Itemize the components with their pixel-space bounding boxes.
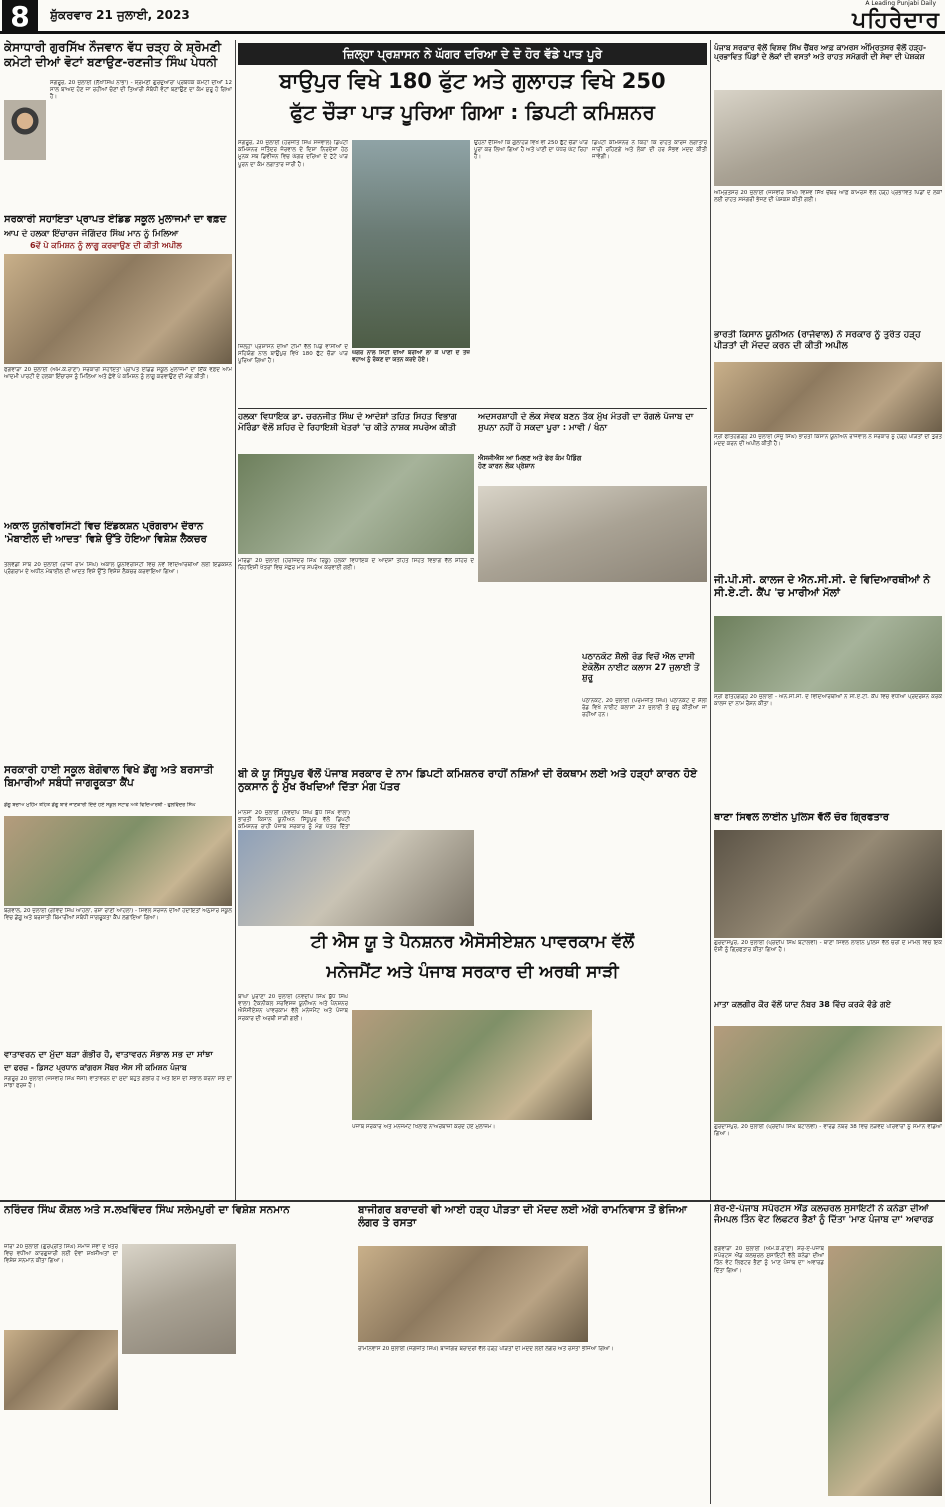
right-police-photo <box>714 830 942 938</box>
bottom-left-headline: ਨਰਿੰਦਰ ਸਿੰਘ ਕੌਸ਼ਲ ਅਤੇ ਸ.ਲਖਵਿੰਦਰ ਸਿੰਘ ਸਲੇਮਪੁਰੀ ਦਾ ਵਿਸ਼ੇਸ਼ ਸਨਮਾਨ <box>4 1204 290 1216</box>
center-main-caption: ਘੱਗਰ ਨਾਲ ਮਿੱਟੀ ਦੀਆਂ ਬੋਰੀਆਂ ਲਾ ਕੇ ਪਾਣੀ ਦੇ ਤੇਜ਼ ਵਹਾਅ ਨੂੰ ਰੋਕਣ ਦਾ ਯਤਨ ਕਰਦੇ ਹੋਏ। <box>352 350 470 364</box>
right-top-body: ਅੰਮ੍ਰਿਤਸਰ 20 ਜੁਲਾਈ (ਜਸਵੀਰ ਸਿੰਘ) ਵਿਸ਼ਵ ਸਿੱਖ ਚੈਂਬਰ ਆਫ਼ ਕਾਮਰਸ ਵੱਲੋਂ ਹੜ੍ਹ ਪ੍ਰਭਾਵਿਤ ਪਿੰਡਾਂ ਦੇ ਲੋਕਾਂ ਲਈ ਰਾਹਤ ਸਮੱਗਰੀ ਭੇਜਣ ਦੀ ਪੇਸ਼ਕਸ਼ ਕੀਤੀ ਗਈ। <box>714 190 942 204</box>
left-bottom-kicker: ਵਾਤਾਵਰਨ ਦਾ ਮੁੱਦਾ ਬੜਾ ਗੰਭੀਰ ਹੈ, ਵਾਤਾਵਰਨ ਸੰਭਾਲ ਸਭ ਦਾ ਸਾਂਝਾ <box>4 1050 213 1060</box>
left-bottom-subhead: ਦਾ ਫਰਜ਼ - ਡਿਸਟ ਪ੍ਰਧਾਨ ਕਾਂਗਰਸ ਮੈਂਬਰ ਐਸ ਸੀ ਕਮਿਸ਼ਨ ਪੰਜਾਬ <box>4 1063 187 1072</box>
center-bku-body: ਮਾਨਸਾ 20 ਜੁਲਾਈ (ਨਵਦੀਪ ਸਿੰਘ ਬੁੱਧ ਸਿੰਘ ਵਾਲਾ) ਭਾਰਤੀ ਕਿਸਾਨ ਯੂਨੀਅਨ ਸਿੱਧੂਪੁਰ ਵੱਲੋਂ ਡਿਪਟੀ ਕਮਿਸ਼ਨਰ ਰਾਹੀਂ ਪੰਜਾਬ ਸਰਕਾਰ ਨੂੰ ਮੰਗ ਪੱਤਰ ਦਿੱਤਾ <box>238 810 350 831</box>
masthead <box>0 0 945 34</box>
right-mata-photo <box>714 1026 942 1122</box>
center-pathankot-body: ਪਠਾਨਕੋਟ, 20 ਜੁਲਾਈ (ਪਰਮਜੀਤ ਸਿੰਘ) ਪਠਾਨਕੋਟ ਦੇ ਸ਼ੈਲੀ ਰੋਡ ਵਿਖੇ ਨਾਈਟ ਕਲਾਸਾਂ 27 ਜੁਲਾਈ ਤੋਂ ਸ਼ੁਰੂ ਕੀਤੀਆਂ ਜਾ ਰਹੀਆਂ ਹਨ। <box>582 698 707 719</box>
right-gpc-body: ਸ੍ਰੀ ਫਤਿਹਗੜ੍ਹ 20 ਜੁਲਾਈ - ਐਨ.ਸੀ.ਸੀ. ਦੇ ਵਿਦਿਆਰਥੀਆਂ ਨੇ ਸੀ.ਏ.ਟੀ. ਕੈਂਪ ਵਿਚ ਵਧੀਆ ਪ੍ਰਦਰਸ਼ਨ ਕਰਕੇ ਕਾਲਜ ਦਾ ਨਾਮ ਰੌਸ਼ਨ ਕੀਤਾ। <box>714 694 942 708</box>
section-divider <box>0 1200 945 1202</box>
brand-logo <box>760 0 940 34</box>
left-univ-headline: ਅਕਾਲ ਯੂਨੀਵਰਸਿਟੀ ਵਿਚ ਇੰਡਕਸ਼ਨ ਪ੍ਰੋਗਰਾਮ ਦੌਰਾਨ 'ਮੋਬਾਈਲ ਦੀ ਆਦਤ' ਵਿਸ਼ੇ ਉੱਤੇ ਹੋਇਆ ਵਿਸ਼ੇਸ਼ ਲੈਕਚਰ <box>4 521 207 545</box>
right-mata-body: ਗੁਰਦਾਸਪੁਰ, 20 ਜੁਲਾਈ (ਪ੍ਰਦੀਪ ਸਿੰਘ ਬਟਾਲਵੀ) - ਵਾਰਡ ਨੰਬਰ 38 ਵਿਚ ਲੋੜਵੰਦ ਪਰਿਵਾਰਾਂ ਨੂੰ ਸਮਾਨ ਵੰਡਿਆ ਗਿਆ। <box>714 1124 942 1138</box>
left-school-body: ਬੇਗੋਵਾਲ, 20 ਜੁਲਾਈ (ਗੋਵਿੰਦ ਸਿੰਘ ਆਹਲਾ, ਰੋਸ਼ਾ ਰਾਣੀ ਆਹਲਾ) - ਸਿਵਲ ਸਰਜਨ ਦੀਆਂ ਹਦਾਇਤਾਂ ਅਨੁਸਾਰ ਸਕੂਲ ਵਿਚ ਡੇਂਗੂ ਅਤੇ ਬਰਸਾਤੀ ਬਿਮਾਰੀਆਂ ਸਬੰਧੀ ਜਾਗਰੂਕਤਾ ਕੈਂਪ ਲਗਾਇਆ ਗਿਆ। <box>4 908 232 922</box>
bottom-left-photo-2 <box>122 1244 236 1354</box>
brand-name: ਪਹਿਰੇਦਾਰ <box>852 7 940 33</box>
center-tsu-headline-1: ਟੀ ਐਸ ਯੂ ਤੇ ਪੈਨਸ਼ਨਰ ਐਸੋਸੀਏਸ਼ਨ ਪਾਵਰਕਾਮ ਵੱਲੋਂ <box>310 932 635 952</box>
left-hosp-photo <box>4 254 232 364</box>
column-divider <box>710 40 711 1200</box>
center-bku-photo <box>238 830 474 926</box>
center-divider <box>238 408 707 409</box>
bottom-left-photo <box>4 1330 118 1410</box>
right-top-headline: ਪੰਜਾਬ ਸਰਕਾਰ ਵੱਲੋਂ ਵਿਸ਼ਵ ਸਿੱਖ ਚੈਂਬਰ ਆਫ਼ ਕਾਮਰਸ ਅੰਮ੍ਰਿਤਸਰ ਵੱਲੋਂ ਹੜ੍ਹ-ਪ੍ਰਭਾਵਿਤ ਪਿੰਡਾਂ ਦੇ ਲੋਕਾਂ ਦੀ ਵਸਤਾਂ ਅਤੇ ਰਾਹਤ ਸਮੱਗਰੀ ਦੀ ਸੇਵਾ ਦੀ ਪੇਸ਼ਕਸ਼ <box>714 43 927 62</box>
center-punjab-photo <box>478 486 707 582</box>
center-tsu-headline-2: ਮਨੇਜਮੈਂਟ ਅਤੇ ਪੰਜਾਬ ਸਰਕਾਰ ਦੀ ਅਰਥੀ ਸਾੜੀ <box>326 962 619 982</box>
right-bottom-photo <box>828 1246 942 1496</box>
center-main-body-c: ਉਹਨਾਂ ਦੱਸਿਆ ਕਿ ਗੁਲਾਹੜ ਵਿਖੇ ਵੀ 250 ਫੁੱਟ ਚੌੜਾ ਪਾੜ ਪੂਰਾ ਕਰ ਲਿਆ ਗਿਆ ਹੈ ਅਤੇ ਪਾਣੀ ਦਾ ਪੱਧਰ ਘੱਟ ਰਿਹਾ ਹੈ। <box>474 140 588 161</box>
dateline: ਸ਼ੁੱਕਰਵਾਰ 21 ਜੁਲਾਈ, 2023 <box>50 8 190 22</box>
right-gpc-headline: ਜੀ.ਪੀ.ਸੀ. ਕਾਲਜ ਦੇ ਐਨ.ਸੀ.ਸੀ. ਦੇ ਵਿਦਿਆਰਥੀਆਂ ਨੇ ਸੀ.ਏ.ਟੀ. ਕੈਂਪ 'ਚ ਮਾਰੀਆਂ ਮੱਲਾਂ <box>714 574 930 600</box>
right-bku-headline: ਭਾਰਤੀ ਕਿਸਾਨ ਯੂਨੀਅਨ (ਰਾਜੇਵਾਲ) ਨੇ ਸਰਕਾਰ ਨੂੰ ਤੁਰੰਤ ਹੜ੍ਹ ਪੀੜਤਾਂ ਦੀ ਮੱਦਦ ਕਰਨ ਦੀ ਕੀਤੀ ਅਪੀਲ <box>714 330 921 352</box>
right-mata-headline: ਮਾਤਾ ਕਲਗੀਰ ਕੌਰ ਵੱਲੋਂ ਯਾਦ ਨੰਬਰ 38 ਵਿੱਚ ਕਰਕੇ ਵੰਡੇ ਗਏ <box>714 1000 891 1009</box>
right-bku-photo <box>714 362 942 432</box>
center-main-photo <box>352 140 470 348</box>
center-tsu-photo <box>352 1010 592 1120</box>
page-number: 8 <box>2 0 38 34</box>
left-top-headline: ਕੇਸਾਧਾਰੀ ਗੁਰਸਿੱਖ ਨੌਜਵਾਨ ਵੱਧ ਚੜ੍ਹ ਕੇ ਸ਼੍ਰੋਮਣੀ ਕਮੇਟੀ ਦੀਆਂ ਵੋਟਾਂ ਬਣਾਉਣ-ਰਣਜੀਤ ਸਿੰਘ ਪੇਧਨੀ <box>4 40 222 69</box>
bottom-mid-photo <box>358 1246 588 1342</box>
center-kicker-banner: ਜ਼ਿਲ੍ਹਾ ਪ੍ਰਸ਼ਾਸਨ ਨੇ ਘੱਗਰ ਦਰਿਆ ਦੇ ਦੋ ਹੋਰ ਵੱਡੇ ਪਾੜ ਪੂਰੇ <box>238 43 707 65</box>
right-bottom-headline: ਸ਼ੇਰ-ਏ-ਪੰਜਾਬ ਸਪੋਰਟਸ ਐਂਡ ਕਲਚਰਲ ਸੁਸਾਇਟੀ ਨੇ ਕਨੇਡਾ ਦੀਆਂ ਜੰਮਪਲ ਤਿੰਨ ਵੇਟ ਲਿਫਟਰ ਭੈਣਾਂ ਨੂੰ ਦਿੱਤਾ 'ਮਾਣ ਪੰਜਾਬ ਦਾ' ਅਵਾਰਡ <box>714 1204 934 1226</box>
center-main-body-b: ਜ਼ਿਲ੍ਹਾ ਪ੍ਰਸ਼ਾਸਨ ਦੀਆਂ ਟੀਮਾਂ ਵੱਲੋਂ ਪਿੰਡ ਵਾਸੀਆਂ ਦੇ ਸਹਿਯੋਗ ਨਾਲ ਬਾਉਪੁਰ ਵਿਖੇ 180 ਫੁੱਟ ਚੌੜਾ ਪਾੜ ਪੂਰਿਆ ਗਿਆ ਹੈ। <box>238 344 348 365</box>
left-hosp-subhead: ਆਪ ਦੇ ਹਲਕਾ ਇੰਚਾਰਜ ਜੋਗਿੰਦਰ ਸਿੰਘ ਮਾਨ ਨੂੰ ਮਿਲਿਆ <box>4 229 179 239</box>
column-divider <box>710 1204 711 1504</box>
bottom-mid-body: ਰਾਮਨਿਵਾਸ 20 ਜੁਲਾਈ (ਜਗਜੀਤ ਸਿੰਘ) ਬਾਜੀਗਰ ਬਰਾਦਰੀ ਵੱਲੋਂ ਹੜ੍ਹ ਪੀੜਤਾਂ ਦੀ ਮਦਦ ਲਈ ਲੰਗਰ ਅਤੇ ਰਸਤਾ ਭੇਜਿਆ ਗਿਆ। <box>358 1346 614 1352</box>
center-main-headline-1: ਬਾਉਪੁਰ ਵਿਖੇ 180 ਫੁੱਟ ਅਤੇ ਗੁਲਾਹੜ ਵਿਖੇ 250 <box>279 69 666 93</box>
right-top-photo <box>714 90 942 186</box>
left-school-headline: ਸਰਕਾਰੀ ਹਾਈ ਸਕੂਲ ਬੇਗੋਵਾਲ ਵਿਖੇ ਡੇਂਗੂ ਅਤੇ ਬਰਸਾਤੀ ਬਿਮਾਰੀਆਂ ਸਬੰਧੀ ਜਾਗਰੂਕਤਾ ਕੈਂਪ <box>4 764 214 790</box>
right-police-headline: ਥਾਣਾ ਸਿਵਲ ਲਾਈਨ ਪੁਲਿਸ ਵੱਲੋਂ ਚੋਰ ਗ੍ਰਿਫਤਾਰ <box>714 812 889 823</box>
center-punjab-subhead: ਐਸਜੀਐਸ ਆ ਮਿਲਣ ਅਤੇ ਫੇਰ ਕੰਮ ਪੈਡਿੰਗ ਹੋਣ ਕਾਰਨ ਲੋਕ ਪ੍ਰੇਸ਼ਾਨ <box>478 454 582 471</box>
center-punjab-headline: ਅਦਸਰਸ਼ਾਹੀ ਦੇ ਲੋਕ ਸੇਵਕ ਬਣਨ ਤੱਕ ਮੁੱਖ ਮੰਤਰੀ ਦਾ ਰੰਗਲੇ ਪੰਜਾਬ ਦਾ ਸੁਪਨਾ ਨਹੀਂ ਹੋ ਸਕਦਾ ਪੂਰਾ : ਮਾਵੀ / ਖੰਨਾ <box>478 412 694 433</box>
left-univ-body: ਤਲਵੰਡੀ ਸਾਬੋ 20 ਜੁਲਾਈ (ਰਾਜੀ ਰਾਮ ਸਿੰਘ) ਅਕਾਲ ਯੂਨੀਵਰਸਿਟੀ ਵਿਚ ਨਵੇਂ ਵਿਦਿਆਰਥੀਆਂ ਲਈ ਇੰਡਕਸ਼ਨ ਪ੍ਰੋਗਰਾਮ ਦੇ ਅਧੀਨ ਮੋਬਾਈਲ ਦੀ ਆਦਤ ਵਿਸ਼ੇ ਉੱਤੇ ਵਿਸ਼ੇਸ਼ ਲੈਕਚਰ ਕਰਵਾਇਆ ਗਿਆ। <box>4 562 232 576</box>
left-school-caption: ਡੇਂਗੂ ਬਚਾਅ ਮੁਹਿੰਮ ਤਹਿਤ ਡੇਂਗੂ ਬਾਰੇ ਜਾਣਕਾਰੀ ਦਿੰਦੇ ਹੋਏ ਸਕੂਲ ਸਟਾਫ ਅਤੇ ਵਿਦਿਆਰਥੀ - ਫੁਲਵਿੰਦਰ ਸਿੰਘ <box>4 802 196 808</box>
right-bku-body: ਸ੍ਰੀ ਫਤਿਹਗੜ੍ਹ 20 ਜੁਲਾਈ (ਸੰਜੂ ਸਿੰਘ) ਭਾਰਤੀ ਕਿਸਾਨ ਯੂਨੀਅਨ ਰਾਜੇਵਾਲ ਨੇ ਸਰਕਾਰ ਨੂੰ ਹੜ੍ਹ ਪੀੜਤਾਂ ਦੀ ਤੁਰੰਤ ਮਦਦ ਕਰਨ ਦੀ ਅਪੀਲ ਕੀਤੀ ਹੈ। <box>714 434 942 448</box>
center-main-body-a: ਸੰਗਰੂਰ, 20 ਜੁਲਾਈ (ਹਰਜੀਤ ਸਿੰਘ ਸਜਵਾਲ) ਡਿਪਟੀ ਕਮਿਸ਼ਨਰ ਜਤਿੰਦਰ ਜੋਰਵਾਲ ਦੇ ਦਿਸ਼ਾ ਨਿਰਦੇਸ਼ਾਂ ਹੇਠ ਮੂਨਕ ਸਬ ਡਿਵੀਜ਼ਨ ਵਿਚ ਘੱਗਰ ਦਰਿਆ ਦੇ ਟੁੱਟੇ ਪਾੜ ਪੂਰਨ ਦਾ ਕੰਮ ਲਗਾਤਾਰ ਜਾਰੀ ਹੈ। <box>238 140 348 168</box>
right-gpc-photo <box>714 616 942 692</box>
left-school-photo <box>4 816 232 906</box>
left-top-body: ਸੰਗਰੂਰ, 20 ਜੁਲਾਈ (ਲੱਖਾਸਿੰਘ ਨਾਭਾ) - ਸ਼੍ਰੋਮਣੀ ਗੁਰਦੁਆਰਾ ਪ੍ਰਬੰਧਕ ਕਮੇਟੀ ਦੀਆਂ 12 ਸਾਲ ਬਾਅਦ ਹੋਣ ਜਾ ਰਹੀਆਂ ਚੋਣਾਂ ਦੀ ਤਿਆਰੀ ਸੰਬੰਧੀ ਵੋਟਾਂ ਬਣਾਉਣ ਦਾ ਕੰਮ ਸ਼ੁਰੂ ਹੋ ਗਿਆ ਹੈ। <box>50 80 232 101</box>
center-main-body-d: ਡਿਪਟੀ ਕਮਿਸ਼ਨਰ ਨੇ ਕਿਹਾ ਕਿ ਰਾਹਤ ਕਾਰਜ ਲਗਾਤਾਰ ਜਾਰੀ ਰਹਿਣਗੇ ਅਤੇ ਲੋਕਾਂ ਦੀ ਹਰ ਸੰਭਵ ਮਦਦ ਕੀਤੀ ਜਾਵੇਗੀ। <box>592 140 707 161</box>
center-pathankot-headline: ਪਠਾਨਕੋਟ ਸ਼ੈਲੀ ਰੋਡ ਵਿਚੋਂ ਐਲ ਦਾਸੀ ਏਕੋਲੈਂਸ ਨਾਈਟ ਕਲਾਸ 27 ਜੁਲਾਈ ਤੋਂ ਸ਼ੁਰੂ <box>582 652 700 684</box>
center-spray-body: ਮੋਰਿੰਡਾ 20 ਜੁਲਾਈ (ਹਰਜਿੰਦਰ ਸਿੰਘ ਰਿੰਕੂ) ਹਲਕਾ ਵਿਧਾਇਕ ਦੇ ਆਦੇਸ਼ਾਂ ਤਹਿਤ ਸਿਹਤ ਵਿਭਾਗ ਵੱਲੋਂ ਸ਼ਹਿਰ ਦੇ ਰਿਹਾਇਸ਼ੀ ਖੇਤਰਾਂ ਵਿਚ ਮੱਛਰ ਮਾਰ ਸਪਰੇਅ ਕਰਵਾਈ ਗਈ। <box>238 558 474 572</box>
center-spray-headline: ਹਲਕਾ ਵਿਧਾਇਕ ਡਾ. ਚਰਨਜੀਤ ਸਿੰਘ ਦੇ ਆਦੇਸ਼ਾਂ ਤਹਿਤ ਸਿਹਤ ਵਿਭਾਗ ਮੋਰਿੰਡਾ ਵੱਲੋਂ ਸ਼ਹਿਰ ਦੇ ਰਿਹਾਇਸ਼ੀ ਖੇਤਰਾਂ 'ਚ ਕੀਤੇ ਨਾਸ਼ਕ ਸਪਰੇਅ ਕੀਤੀ <box>238 412 457 433</box>
brand-tagline: A Leading Punjabi Daily <box>865 0 936 7</box>
left-hosp-body: ਫਗਵਾੜਾ 20 ਜੁਲਾਈ (ਐਮ.ਕੇ.ਰਾਣਾ) ਸਰਕਾਰੀ ਸਹਾਇਤਾ ਪ੍ਰਾਪਤ ਏਡਿਡ ਸਕੂਲ ਮੁਲਾਜਮਾਂ ਦਾ ਇੱਕ ਵਫ਼ਦ ਆਮ ਆਦਮੀ ਪਾਰਟੀ ਦੇ ਹਲਕਾ ਇੰਚਾਰਜ ਨੂੰ ਮਿਲਿਆ ਅਤੇ ਛੇਵੇਂ ਪੇ ਕਮਿਸ਼ਨ ਨੂੰ ਲਾਗੂ ਕਰਵਾਉਣ ਦੀ ਮੰਗ ਕੀਤੀ। <box>4 367 232 381</box>
center-spray-photo <box>238 454 474 554</box>
right-bottom-body: ਫਗਵਾੜਾ 20 ਜੁਲਾਈ (ਐਮ.ਕੇ.ਰਾਣਾ) ਸ਼ੇਰ-ਏ-ਪੰਜਾਬ ਸਪੋਰਟਸ ਐਂਡ ਕਲਚਰਲ ਸੁਸਾਇਟੀ ਵੱਲੋਂ ਕਨੇਡਾ ਦੀਆਂ ਤਿੰਨ ਵੇਟ ਲਿਫਟਰ ਭੈਣਾਂ ਨੂੰ 'ਮਾਣ ਪੰਜਾਬ ਦਾ' ਅਵਾਰਡ ਦਿੱਤਾ ਗਿਆ। <box>714 1246 824 1274</box>
bottom-left-body: ਜ਼ੀਰਾ 20 ਜੁਲਾਈ (ਗੁਰਪ੍ਰੀਤ ਸਿੰਘ) ਸਮਾਜ ਸੇਵਾ ਦੇ ਖੇਤਰ ਵਿਚ ਵਧੀਆ ਕਾਰਗੁਜ਼ਾਰੀ ਲਈ ਦੋਵਾਂ ਸ਼ਖਸੀਅਤਾਂ ਦਾ ਵਿਸ਼ੇਸ਼ ਸਨਮਾਨ ਕੀਤਾ ਗਿਆ। <box>4 1244 118 1265</box>
center-tsu-body: ਬਾਘਾ ਪੁਰਾਣਾ 20 ਜੁਲਾਈ (ਨਵਦੀਪ ਸਿੰਘ ਬੁੱਧ ਸਿੰਘ ਵਾਲਾ) ਟੈਕਨੀਕਲ ਸਰਵਿਸਜ਼ ਯੂਨੀਅਨ ਅਤੇ ਪੈਨਸ਼ਨਰ ਐਸੋਸੀਏਸ਼ਨ ਪਾਵਰਕਾਮ ਵੱਲੋਂ ਮਨੇਜਮੈਂਟ ਅਤੇ ਪੰਜਾਬ ਸਰਕਾਰ ਦੀ ਅਰਥੀ ਸਾੜੀ ਗਈ। <box>238 994 348 1022</box>
left-hosp-headline: ਸਰਕਾਰੀ ਸਹਾਇਤਾ ਪ੍ਰਾਪਤ ਏਡਿਡ ਸਕੂਲ ਮੁਲਾਜਮਾਂ ਦਾ ਵਫ਼ਦ <box>4 214 227 225</box>
right-police-body: ਗੁਰਦਾਸਪੁਰ, 20 ਜੁਲਾਈ (ਪ੍ਰਦੀਪ ਸਿੰਘ ਬਟਾਲਵੀ) - ਥਾਣਾ ਸਿਵਲ ਲਾਈਨ ਪੁਲਿਸ ਵੱਲੋਂ ਚੋਰੀ ਦੇ ਮਾਮਲੇ ਵਿਚ ਇਕ ਦੋਸ਼ੀ ਨੂੰ ਗ੍ਰਿਫਤਾਰ ਕੀਤਾ ਗਿਆ ਹੈ। <box>714 940 942 954</box>
left-hosp-subhead-2: 6ਵੇਂ ਪੇ ਕਮਿਸ਼ਨ ਨੂੰ ਲਾਗੂ ਕਰਵਾਉਣ ਦੀ ਕੀਤੀ ਅਪੀਲ <box>30 241 182 250</box>
column-divider <box>235 40 236 1200</box>
bottom-mid-headline: ਬਾਜੀਗਰ ਬਰਾਦਰੀ ਵੀ ਆਈ ਹੜ੍ਹ ਪੀੜਤਾ ਦੀ ਮੱਦਦ ਲਈ ਅੱਗੇ ਰਾਮਨਿਵਾਸ ਤੋਂ ਭੇਜਿਆ ਲੰਗਰ ਤੇ ਰਸਤਾ <box>358 1204 687 1230</box>
center-main-headline-2: ਫੁੱਟ ਚੌੜਾ ਪਾੜ ਪੂਰਿਆ ਗਿਆ : ਡਿਪਟੀ ਕਮਿਸ਼ਨਰ <box>290 100 655 124</box>
center-tsu-caption: ਪੰਜਾਬ ਸਰਕਾਰ ਅਤੇ ਮਨੇਜਮੈਂਟ ਖਿਲਾਫ ਨਾਅਰੇਬਾਜ਼ੀ ਕਰਦੇ ਹੋਏ ਮੁਲਾਜ਼ਮ। <box>352 1124 496 1130</box>
left-bottom-body: ਸੰਗਰੂਰ 20 ਜੁਲਾਈ (ਜਸਵੀਰ ਸਿੰਘ ਜੱਸੀ) ਵਾਤਾਵਰਨ ਦਾ ਮੁੱਦਾ ਬਹੁਤ ਗੰਭੀਰ ਹੈ ਅਤੇ ਇਸ ਦੀ ਸੰਭਾਲ ਕਰਨਾ ਸਭ ਦਾ ਸਾਂਝਾ ਫਰਜ਼ ਹੈ। <box>4 1076 232 1090</box>
center-bku-headline: ਬੀ ਕੇ ਯੂ ਸਿੱਧੂਪੁਰ ਵੱਲੋਂ ਪੰਜਾਬ ਸਰਕਾਰ ਦੇ ਨਾਮ ਡਿਪਟੀ ਕਮਿਸ਼ਨਰ ਰਾਹੀਂ ਨਸ਼ਿਆਂ ਦੀ ਰੋਕਥਾਮ ਲਈ ਅਤੇ ਹੜ੍ਹਾਂ ਕਾਰਨ ਹੋਏ ਨੁਕਸਾਨ ਨੂੰ ਮੁੱਖ ਰੱਖਦਿਆਂ ਦਿੱਤਾ ਮੰਗ ਪੱਤਰ <box>238 768 697 794</box>
